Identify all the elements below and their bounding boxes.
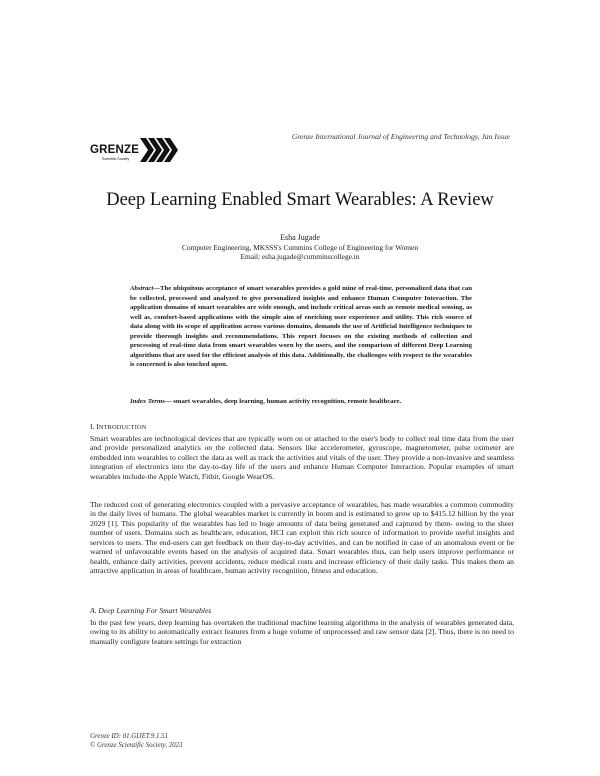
grenze-logo: [90, 134, 182, 168]
section-title: NTRODUCTION: [98, 424, 147, 431]
logo-subtext: Scientific Society: [102, 157, 130, 161]
paragraph-3: In the past few years, deep learning has overtaken the traditional machine learning algorithms in the analysis of wearables generated data, owing to its ability to automatically extract features from a huge volume of unprocessed and raw sensor data [2]. Thus, there is no need to manually configure feature settings for extraction: [90, 618, 514, 646]
logo-text: GRENZE: [90, 144, 140, 156]
abstract-text: —The ubiquitous acceptance of smart wearables provides a gold mine of real-time, personalized data that can be collected, processed and analyzed to give personalized insights and enhance Human Computer Interaction. The application domains of smart wearables are wide enough, and include critical areas such as remote medical sensing, as well as, comfort-based applications with the simple aim of enriching user experience and utility. This rich source of data along with its scope of application across various domains, demands the use of Artificial Intelligence techniques to provide thorough insights and recommendations. This report focuses on the existing methods of collection and processing of real-time data from smart wearables worn by the users, and the comparison of different Deep Learning algorithms that are used for the efficient analysis of this data. Additionally, the challenges with respect to the wearables is concerned is also touched upon.: [130, 285, 472, 368]
paragraph-1: Smart wearables are technological devices that are typically worn on or attached to the user's body to collect real time data from the user and provide personalized analytics on the collected data. Sensors like accelerometer, gyroscope, magnetometer, pulse oximeter are embedded into wearables to collect the data as well as track the activities and vitals of the user. They provide a non-invasive and seamless integration of electronics into the day-to-day life of the users and enhance Human Computer Interaction. Popular examples of smart wearables include-the Apple Watch, Fitbit, Google WearOS.: [90, 434, 514, 481]
journal-header: Grenze International Journal of Engineering and Technology, Jan Issue: [291, 132, 510, 141]
section-number: I. I: [90, 422, 99, 431]
paragraph-2: The reduced cost of generating electronics coupled with a pervasive acceptance of wearables, has made wearables a common commodity in the daily lives of humans. The global wearables market is currently in boom and is estimated to grow up to $415.12 billion by the year 2029 [1]. This popularity of the wearables has led to huge amounts of data being generated and captured by them- owing to the sheer number of users. Domains such as healthcare, education, HCI can exploit this rich source of information to provide useful insights and services to users. The end-users can get feedback on their day-to-day activities, and can be notified in case of an anomalous event or be warned of unfavourable events based on the analysis of acquired data. Smart wearables thus, can help users improve performance or health, enhance daily activities, prevent accidents, reduce medical costs and increase efficiency of their daily tasks. This makes them an attractive application in areas of healthcare, human activity recognition, fitness and education.: [90, 500, 514, 576]
author-email: Email: esha.jugade@cumminscollege.in: [240, 252, 360, 261]
paper-title: Deep Learning Enabled Smart Wearables: A Review: [106, 190, 494, 210]
abstract: [130, 284, 472, 370]
logo-chevrons-icon: [140, 136, 180, 164]
abstract-lead: Abstract: [130, 285, 154, 292]
index-terms-text: — smart wearables, deep learning, human activity recognition, remote healthcare.: [164, 398, 402, 405]
subsection-heading: A. Deep Learning For Smart Wearables: [90, 606, 212, 615]
section-heading-introduction: [90, 422, 147, 431]
footer-id: Grenze ID: 01.GIJET.9.1.51: [90, 733, 169, 740]
author-affiliation: Computer Engineering, MKSSS's Cummins College of Engineering for Women: [181, 243, 419, 252]
footer-copyright: © Grenze Scientific Society, 2023: [90, 742, 183, 749]
footer: [90, 732, 182, 750]
author-name: Esha Jugade: [280, 233, 320, 242]
index-terms: [130, 398, 490, 405]
index-terms-lead: Index Terms: [130, 398, 165, 405]
